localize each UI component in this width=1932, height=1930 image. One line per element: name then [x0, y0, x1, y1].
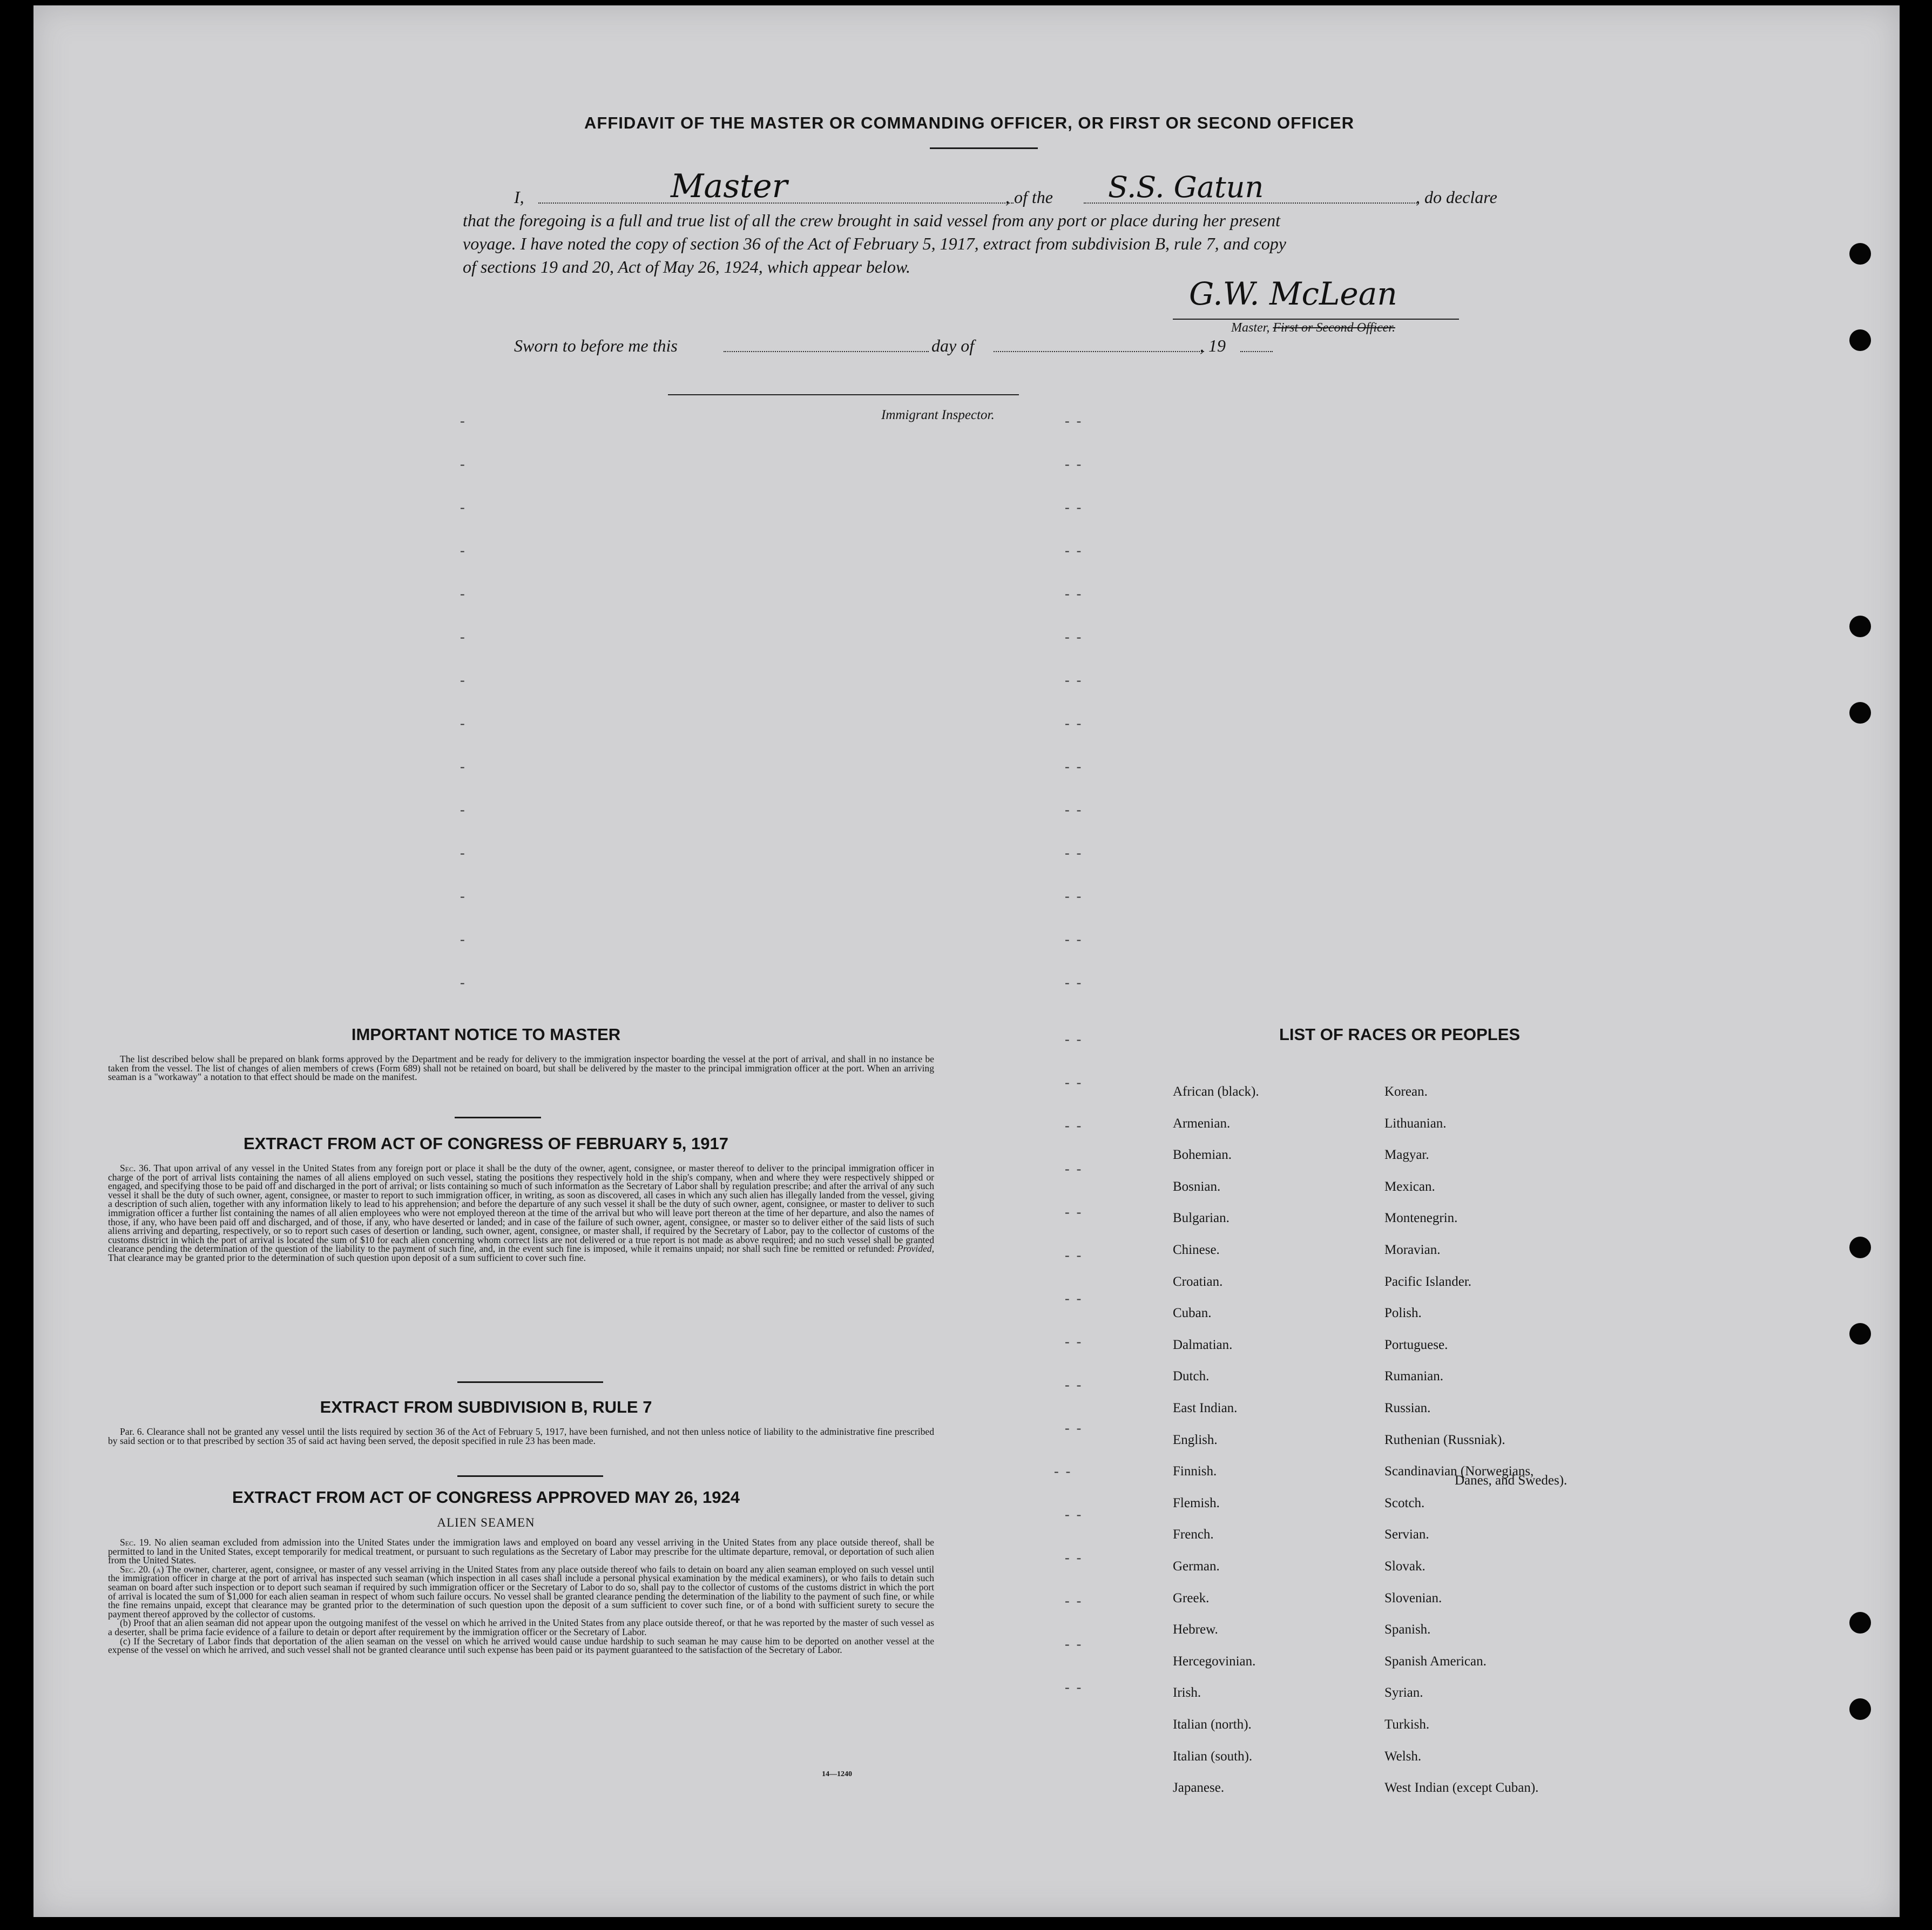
race-item: Finnish.: [1173, 1464, 1217, 1479]
race-item: French.: [1173, 1527, 1214, 1542]
extract-1924-text: [108, 1538, 934, 1655]
race-item: Rumanian.: [1384, 1369, 1444, 1384]
inspector-caption: Immigrant Inspector.: [881, 408, 995, 422]
affidavit-of-the: , of the: [1005, 187, 1053, 207]
race-item: Chinese.: [1173, 1243, 1220, 1257]
race-item: African (black).: [1173, 1084, 1259, 1099]
race-item: Magyar.: [1384, 1148, 1429, 1162]
race-item: Cuban.: [1173, 1306, 1212, 1320]
race-item: East Indian.: [1173, 1401, 1238, 1415]
race-item: Slovenian.: [1384, 1591, 1442, 1605]
alien-seamen-subheading: ALIEN SEAMEN: [437, 1516, 535, 1529]
punch-hole: [1849, 243, 1871, 265]
race-item: Bulgarian.: [1173, 1211, 1230, 1225]
sec36-proviso-label: Provided,: [897, 1243, 935, 1254]
race-item: Spanish.: [1384, 1622, 1431, 1637]
affidavit-i: I,: [514, 187, 524, 207]
affidavit-heading: AFFIDAVIT OF THE MASTER OR COMMANDING OFFICER, OR FIRST OR SECOND OFFICER: [584, 113, 1355, 132]
race-item: Polish.: [1384, 1306, 1422, 1320]
race-item: Scandinavian (Norwegians,: [1384, 1464, 1534, 1479]
race-item: Russian.: [1384, 1401, 1431, 1415]
punch-hole: [1849, 1612, 1871, 1634]
notice-heading: IMPORTANT NOTICE TO MASTER: [351, 1025, 621, 1044]
race-item: Montenegrin.: [1384, 1211, 1458, 1225]
race-item: Greek.: [1173, 1591, 1210, 1605]
sworn-prefix: Sworn to before me this: [514, 336, 678, 355]
race-item: Japanese.: [1173, 1780, 1225, 1795]
signature-line: [1173, 319, 1459, 320]
sec36-body: That upon arrival of any vessel in the United States from any foreign port or place it shall be the duty of the owner, agent, consignee, or master thereof to deliver to the principal immigration officer in charge of the port of arrival lists containing the names of all aliens employed on such vessel, stating the positions they respectively hold in the ship's company, when and where they were respectively shipped or engaged, and specifying those to be paid off and discharged in the port of arrival; or lists containing so much of such information as the Secretary of Labor shall by regulation prescribe; and after the arrival of any such vessel it shall be the duty of such owner, agent, consignee, or master to report to such immigration officer, in writing, as soon as discovered, all cases in which any such alien has illegally landed from the vessel, giving a description of such alien, together with any information likely to lead to his apprehension; and before the departure of any such vessel it shall be the duty of such owner, agent, consignee, or master to deliver to such immigration officer a further list containing the names of all alien employees who were not employed thereon at the time of the arrival but who will leave port thereon at the time of her departure, and also the names of those, if any, who have been paid off and discharged, and of those, if any, who have deserted or landed; and in case of the failure of such owner, agent, consignee, or master so to deliver either of the said lists of such aliens arriving and departing, respectively, or so to report such cases of desertion or landing, such owner, agent, consignee, or master shall, if required by the Secretary of Labor, pay to the collector of customs of the customs district in which the port of arrival is located the sum of $10 for each alien concerning whom correct lists are not delivered or a true report is not made as above required; and no such vessel shall be granted clearance pending the determination of the question of the liability to the payment of such fine, and, in the event such fine is imposed, while it remains unpaid; nor shall such fine be remitted or refunded:: [108, 1163, 934, 1254]
extract-1917-heading: EXTRACT FROM ACT OF CONGRESS OF FEBRUARY 5, 1917: [244, 1134, 728, 1153]
race-item: Irish.: [1173, 1685, 1201, 1700]
race-item: Lithuanian.: [1384, 1116, 1447, 1131]
race-item: German.: [1173, 1559, 1220, 1574]
race-item: Italian (south).: [1173, 1749, 1253, 1764]
sec36-proviso: That clearance may be granted prior to the determination of such question upon deposit of a sum sufficient to cover such fine.: [108, 1252, 586, 1263]
punch-hole: [1849, 1698, 1871, 1720]
notice-text: [108, 1055, 934, 1082]
sworn-day-of: day of: [931, 336, 975, 355]
sec36-label: Sec. 36.: [120, 1163, 151, 1173]
affidavit-line-4: of sections 19 and 20, Act of May 26, 1924, which appear below.: [463, 257, 910, 276]
punch-hole: [1849, 1237, 1871, 1258]
race-item: Mexican.: [1384, 1179, 1435, 1194]
master-signature: G.W. McLean: [1189, 275, 1397, 312]
race-item: Hebrew.: [1173, 1622, 1218, 1637]
affidavit-line-2: that the foregoing is a full and true list of all the crew brought in said vessel from any port or place during her present: [463, 211, 1280, 230]
rule7-text: [108, 1427, 934, 1445]
race-item: Bosnian.: [1173, 1179, 1221, 1194]
race-item: Syrian.: [1384, 1685, 1423, 1700]
signature-caption: [1231, 321, 1395, 335]
extract-1924-heading: EXTRACT FROM ACT OF CONGRESS APPROVED MAY 26, 1924: [232, 1488, 740, 1507]
race-scandinavian-cont: Danes, and Swedes).: [1455, 1473, 1568, 1488]
divider-2: [457, 1381, 603, 1383]
race-item: Korean.: [1384, 1084, 1428, 1099]
race-item: Moravian.: [1384, 1243, 1441, 1257]
divider-3: [457, 1475, 603, 1477]
race-item: Flemish.: [1173, 1496, 1220, 1510]
race-item: Dalmatian.: [1173, 1338, 1233, 1352]
punch-hole: [1849, 616, 1871, 637]
sec20-label: Sec. 20. (a): [120, 1563, 164, 1575]
rule7-paragraph: Par. 6. Clearance shall not be granted any vessel until the lists required by section 36 of the Act of February 5, 1917, have been furnished, and not then unless notice of liability to the administrative fine prescribed by said section or to that prescribed by section 35 of said act having been served, the deposit specified in rule 23 has been made.: [108, 1426, 934, 1446]
race-item: Scotch.: [1384, 1496, 1425, 1510]
divider-1: [455, 1117, 541, 1118]
race-item: Slovak.: [1384, 1559, 1426, 1574]
race-item: Croatian.: [1173, 1274, 1223, 1289]
affidavit-do-declare: , do declare: [1416, 187, 1497, 207]
punch-hole: [1849, 1323, 1871, 1345]
rule7-heading: EXTRACT FROM SUBDIVISION B, RULE 7: [320, 1398, 652, 1416]
race-item: West Indian (except Cuban).: [1384, 1780, 1539, 1795]
sec19-body: No alien seaman excluded from admission into the United States under the immigration laws and employed on board any vessel arriving in the United States from any place outside thereof, shall be permitted to land in the United States, except temporarily for medical treatment, or pursuant to such regulations as the Secretary of Labor may prescribe for the ultimate departure, removal, or deportation of such alien from the United States.: [108, 1537, 934, 1566]
inspector-line: [668, 394, 1019, 395]
race-item: Hercegovinian.: [1173, 1654, 1256, 1669]
notice-paragraph: The list described below shall be prepared on blank forms approved by the Department and be ready for delivery to the immigration inspector boarding the vessel at the port of arrival, and shall in no instance be taken from the vessel. The list of changes of alien members of crews (Form 689) shall not be retained on board, but shall be delivered by the master to the principal immigration officer at the port. When an arriving seaman is a "workaway" a notation to that effect should be made on the manifest.: [108, 1054, 934, 1083]
race-item: Welsh.: [1384, 1749, 1422, 1764]
sec20c-body: (c) If the Secretary of Labor finds that deportation of the alien seaman on the vessel on which he arrived would cause undue hardship to such seaman he may cause him to be deported on another vessel at the expense of the vessel on which he arrived, and such vessel shall not be granted clearance until such expense has been paid or its payment guaranteed to the satisfaction of the Secretary of Labor.: [108, 1635, 934, 1656]
sec20a-body: The owner, charterer, agent, consignee, or master of any vessel arriving in the United States from any place outside thereof who fails to detain on board any alien seaman employed on such vessel until the immigration officer in charge at the port of arrival has inspected such seaman (which inspection in all cases shall include a personal physical examination by the medical examiners), or who fails to detain such seaman on board after such inspection or to deport such seaman if required by such immigration officer or the Secretary of Labor to do so, shall pay to the collector of customs of the customs district in which the port of arrival is located the sum of $1,000 for each alien seaman in respect of whom such failure occurs. No vessel shall be granted clearance pending the determination of the liability to the payment of such fine, or while the fine remains unpaid, except that clearance may be granted prior to the determination of such question upon the deposit of a sum sufficient to cover such fine, or of a bond with sufficient surety to secure the payment thereof approved by the collector of customs.: [108, 1563, 934, 1619]
form-sheet: AFFIDAVIT OF THE MASTER OR COMMANDING OFFICER, OR FIRST OR SECOND OFFICER I, Master , of the S.S. Gatun , do declare that the foregoing is a full and true list of all the crew brought in said vessel from any port or place during her present voyage. I have noted the copy of section 36 of the Act of February 5, 1917, extract from subdivision B, rule 7, and copy of sections 19 and 20, Act of May 26, 1924, which appear below. G.W. McLean Master, First or Second Officer. Sworn to before me this day of , 19 Immigrant Inspector. - - - - - - - - - - - - - - - - - - - - - - - - - - - - - - - - - - - - - - - - - - - - - - - - - - - - - - - - - - - - - - - - - - - - - - - - - - IMPORTANT NOTICE TO MASTER The list described below shall be prepared on blank forms approved by the Department and be ready for delivery to the immigration inspector boarding the vessel at the port of arrival, and shall in no instance be taken from the vessel. The list of changes of alien members of crews (Form 689) shall not be retained on board, but shall be delivered by the master to the principal immigration officer at the port. When an arriving seaman is a "workaway" a notation to that effect should be made on the manifest. EXTRACT FROM ACT OF CONGRESS OF FEBRUARY 5, 1917 Sec. 36. That upon arrival of any vessel in the United States from any foreign port or place it shall be the duty of the owner, agent, consignee, or master thereof to deliver to the principal immigration officer in charge of the port of arrival lists containing the names of all aliens employed on such vessel, stating the positions they respectively hold in the ship's company, when and where they were respectively shipped or engaged, and specifying those to be paid off and discharged in the port of arrival; or lists containing so much of such information as the Secretary of Labor shall by regulation prescribe; and after the arrival of any such vessel it shall be the duty of such owner, agent, consignee, or master to report to such immigration officer, in writing, as soon as discovered, all cases in which any such alien has illegally landed from the vessel, giving a description of such alien, together with any information likely to lead to his apprehension; and before the departure of any such vessel it shall be the duty of such owner, agent, consignee, or master to deliver to such immigration officer a further list containing the names of all alien employees who were not employed thereon at the time of the arrival but who will leave port thereon at the time of her departure, and also the names of those, if any, who have been paid off and discharged, and of those, if any, who have deserted or landed; and in case of the failure of such owner, agent, consignee, or master so to deliver either of the said lists of such aliens arriving and departing, respectively, or so to report such cases of desertion or landing, such owner, agent, consignee, or master shall, if required by the Secretary of Labor, pay to the collector of customs of the customs district in which the port of arrival is located the sum of $10 for each alien concerning whom correct lists are not delivered or a true report is not made as above required; and no such vessel shall be granted clearance pending the determination of the question of the liability to the payment of such fine, and, in the event such fine is imposed, while it remains unpaid; nor shall such fine be remitted or refunded: Provided, That clearance may be granted prior to the determination of such question upon deposit of a sum sufficient to cover such fine. EXTRACT FROM SUBDIVISION B, RULE 7 Par. 6. Clearance shall not be granted any vessel until the lists required by section 36 of the Act of February 5, 1917, have been furnished, and not then unless notice of liability to the administrative fine prescribed by said section or to that prescribed by section 35 of said act having been served, the deposit specified in rule 23 has been made. EXTRACT FROM ACT OF CONGRESS APPROVED MAY 26, 1924 ALIEN SEAMEN Sec. 19. No alien seaman excluded from admission into the United States under the immigration laws and employed on board any vessel arriving in the United States from any place outside thereof, shall be permitted to land in the United States, except temporarily for medical treatment, or pursuant to such regulations as the Secretary of Labor may prescribe for the ultimate departure, removal, or deportation of such alien from the United States. Sec. 20. (a) The owner, charterer, agent, consignee, or master of any vessel arriving in the United States from any place outside thereof who fails to detain on board any alien seaman employed on such vessel until the immigration officer in charge at the port of arrival has inspected such seaman (which inspection in all cases shall include a personal physical examination by the medical examiners), or who fails to detain such seaman on board after such inspection or to deport such seaman if required by such immigration officer or the Secretary of Labor to do so, shall pay to the collector of customs of the customs district in which the port of arrival is located the sum of $1,000 for each alien seaman in respect of whom such failure occurs. No vessel shall be granted clearance pending the determination of the liability to the payment of such fine, or while the fine remains unpaid, except that clearance may be granted prior to the determination of such question upon the deposit of a sum sufficient to cover such fine, or of a bond with sufficient surety to secure the payment thereof approved by the collector of customs. (b) Proof that an alien seaman did not appear upon the outgoing manifest of the vessel on which he arrived in the United States from any place outside thereof, or that he was reported by the master of such vessel as a deserter, shall be prima facie evidence of a failure to detain or deport after requirement by the immigration officer or the Secretary of Labor. (c) If the Secretary of Labor finds that deportation of the alien seaman on the vessel on which he arrived would cause undue hardship to such seaman he may cause him to be deported on another vessel at the expense of the vessel on which he arrived, and such vessel shall not be granted clearance until such expense has been paid or its payment guaranteed to the satisfaction of the Secretary of Labor. 14—1240 LIST OF RACES OR PEOPLES Danes, and Swedes). African (black). Armenian. Bohemian. Bosnian. Bulgarian. Chinese. Croatian. Cuban. Dalmatian. Dutch. East Indian. English. Finnish. Flemish. French. German. Greek. Hebrew. Hercegovinian. Irish. Italian (north). Italian (south). Japanese. Korean. Lithuanian. Magyar. Mexican. Montenegrin. Moravian. Pacific Islander. Polish. Portuguese. Rumanian. Russian. Ruthenian (Russniak). Scandinavian (Norwegians, Scotch. Servian. Slovak. Slovenian. Spanish. Spanish American. Syrian. Turkish. Welsh. West Indian (except Cuban).: [33, 5, 1900, 1917]
sworn-year: , 19: [1200, 336, 1226, 355]
race-item: Bohemian.: [1173, 1148, 1232, 1162]
sworn-year-fill: [1240, 351, 1273, 352]
sec20b-body: (b) Proof that an alien seaman did not appear upon the outgoing manifest of the vessel on which he arrived in the United States from any place outside thereof, or that he was reported by the master of such vessel as a deserter, shall be prima facie evidence of a failure to detain or deport after requirement by the immigration officer or the Secretary of Labor.: [108, 1617, 934, 1637]
affidavit-line-3: voyage. I have noted the copy of section 36 of the Act of February 5, 1917, extract from subdivision B, rule 7, and copy: [463, 234, 1286, 253]
sec19-label: Sec. 19.: [120, 1537, 151, 1548]
handwritten-vessel: S.S. Gatun: [1108, 170, 1264, 204]
race-item: Turkish.: [1384, 1717, 1430, 1732]
race-item: Spanish American.: [1384, 1654, 1487, 1669]
sworn-day-fill: [724, 351, 929, 352]
punch-hole: [1849, 702, 1871, 724]
race-item: Armenian.: [1173, 1116, 1231, 1131]
caption-struck-officer: First or Second Officer.: [1273, 321, 1395, 335]
heading-divider: [930, 147, 1038, 149]
caption-master: Master,: [1231, 321, 1270, 335]
races-heading: LIST OF RACES OR PEOPLES: [1279, 1025, 1521, 1044]
punch-hole: [1849, 329, 1871, 351]
race-item: Ruthenian (Russniak).: [1384, 1433, 1505, 1447]
sworn-month-fill: [994, 351, 1204, 352]
form-number: 14—1240: [822, 1770, 852, 1778]
handwritten-master: Master: [671, 167, 788, 205]
race-item: Italian (north).: [1173, 1717, 1252, 1732]
race-item: Servian.: [1384, 1527, 1429, 1542]
extract-1917-text: [108, 1164, 934, 1263]
race-item: English.: [1173, 1433, 1218, 1447]
race-item: Portuguese.: [1384, 1338, 1448, 1352]
race-item: Dutch.: [1173, 1369, 1210, 1384]
race-item: Pacific Islander.: [1384, 1274, 1472, 1289]
